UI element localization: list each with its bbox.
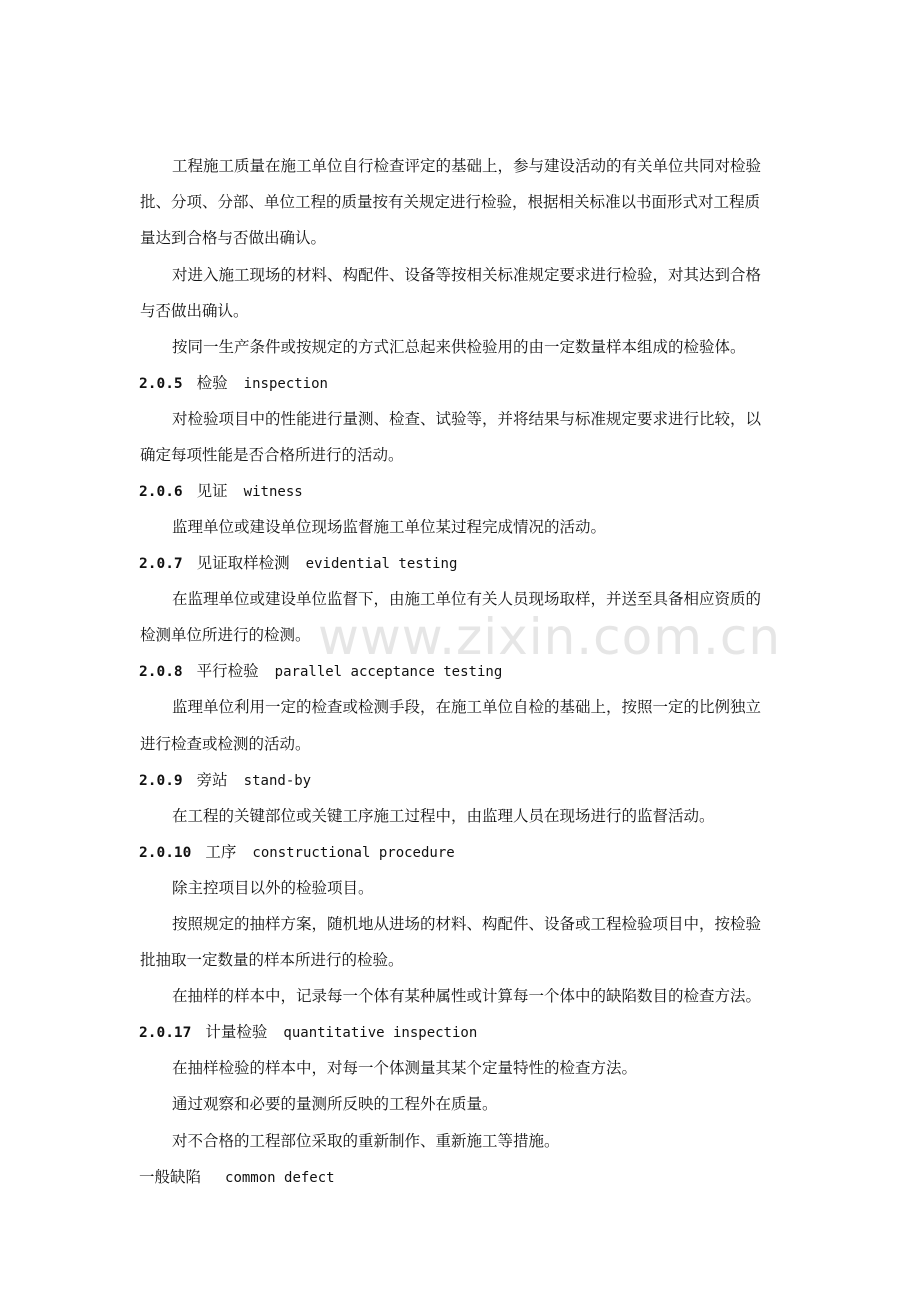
term-english: quantitative inspection bbox=[283, 1025, 478, 1041]
term-heading bbox=[139, 661, 502, 682]
term-chinese: 检验 bbox=[196, 374, 228, 392]
term-number: 2.0.7 bbox=[139, 556, 183, 572]
term-chinese: 工序 bbox=[205, 843, 237, 861]
paragraph-line: 量达到合格与否做出确认。 bbox=[140, 229, 327, 247]
term-english: common defect bbox=[225, 1170, 335, 1186]
term-number: 2.0.9 bbox=[139, 773, 183, 789]
paragraph-line: 对检验项目中的性能进行量测、检查、试验等，并将结果与标准规定要求进行比较，以 bbox=[172, 410, 762, 428]
paragraph-line: 批、分项、分部、单位工程的质量按有关规定进行检验，根据相关标准以书面形式对工程质 bbox=[140, 193, 761, 211]
term-english: stand-by bbox=[243, 773, 312, 789]
term-heading bbox=[139, 1022, 477, 1043]
term-heading bbox=[139, 770, 311, 791]
watermark: www.zixin.com.cn bbox=[318, 608, 782, 666]
paragraph-line: 在抽样的样本中，记录每一个体有某种属性或计算每一个体中的缺陷数目的检查方法。 bbox=[172, 987, 762, 1005]
term-number: 2.0.10 bbox=[139, 845, 192, 861]
paragraph-line: 进行检查或检测的活动。 bbox=[140, 735, 311, 753]
paragraph-line: 按同一生产条件或按规定的方式汇总起来供检验用的由一定数量样本组成的检验体。 bbox=[172, 338, 746, 356]
term-heading bbox=[139, 553, 457, 574]
term-number: 2.0.6 bbox=[139, 484, 183, 500]
term-english: parallel acceptance testing bbox=[274, 664, 503, 680]
term-number: 2.0.8 bbox=[139, 664, 183, 680]
paragraph-line: 对进入施工现场的材料、构配件、设备等按相关标准规定要求进行检验，对其达到合格 bbox=[172, 266, 762, 284]
term-english: witness bbox=[243, 484, 303, 500]
term-english: evidential testing bbox=[305, 556, 458, 572]
term-chinese: 一般缺陷 bbox=[139, 1168, 202, 1186]
term-english: inspection bbox=[243, 376, 328, 392]
term-heading bbox=[139, 1167, 335, 1188]
term-heading bbox=[139, 842, 455, 863]
term-heading bbox=[139, 373, 328, 394]
term-english: constructional procedure bbox=[252, 845, 455, 861]
paragraph-line: 与否做出确认。 bbox=[140, 302, 249, 320]
term-heading bbox=[139, 481, 303, 502]
term-chinese: 平行检验 bbox=[196, 662, 259, 680]
term-chinese: 计量检验 bbox=[205, 1023, 268, 1041]
paragraph-line: 在抽样检验的样本中，对每一个体测量其某个定量特性的检查方法。 bbox=[172, 1059, 638, 1077]
paragraph-line: 通过观察和必要的量测所反映的工程外在质量。 bbox=[172, 1095, 498, 1113]
paragraph-line: 对不合格的工程部位采取的重新制作、重新施工等措施。 bbox=[172, 1132, 560, 1150]
paragraph-line: 确定每项性能是否合格所进行的活动。 bbox=[140, 446, 404, 464]
paragraph-line: 在监理单位或建设单位监督下，由施工单位有关人员现场取样，并送至具备相应资质的 bbox=[172, 590, 762, 608]
term-chinese: 见证取样检测 bbox=[196, 554, 290, 572]
paragraph-line: 监理单位利用一定的检查或检测手段，在施工单位自检的基础上，按照一定的比例独立 bbox=[172, 698, 762, 716]
paragraph-line: 监理单位或建设单位现场监督施工单位某过程完成情况的活动。 bbox=[172, 518, 607, 536]
paragraph-line: 按照规定的抽样方案，随机地从进场的材料、构配件、设备或工程检验项目中，按检验 bbox=[172, 915, 762, 933]
term-number: 2.0.5 bbox=[139, 376, 183, 392]
term-chinese: 旁站 bbox=[196, 771, 228, 789]
paragraph-line: 除主控项目以外的检验项目。 bbox=[172, 879, 374, 897]
term-number: 2.0.17 bbox=[139, 1025, 192, 1041]
term-chinese: 见证 bbox=[196, 482, 228, 500]
paragraph-line: 批抽取一定数量的样本所进行的检验。 bbox=[140, 951, 404, 969]
paragraph-line: 在工程的关键部位或关键工序施工过程中，由监理人员在现场进行的监督活动。 bbox=[172, 807, 715, 825]
paragraph-line: 检测单位所进行的检测。 bbox=[140, 626, 311, 644]
paragraph-line: 工程施工质量在施工单位自行检查评定的基础上，参与建设活动的有关单位共同对检验 bbox=[172, 157, 762, 175]
